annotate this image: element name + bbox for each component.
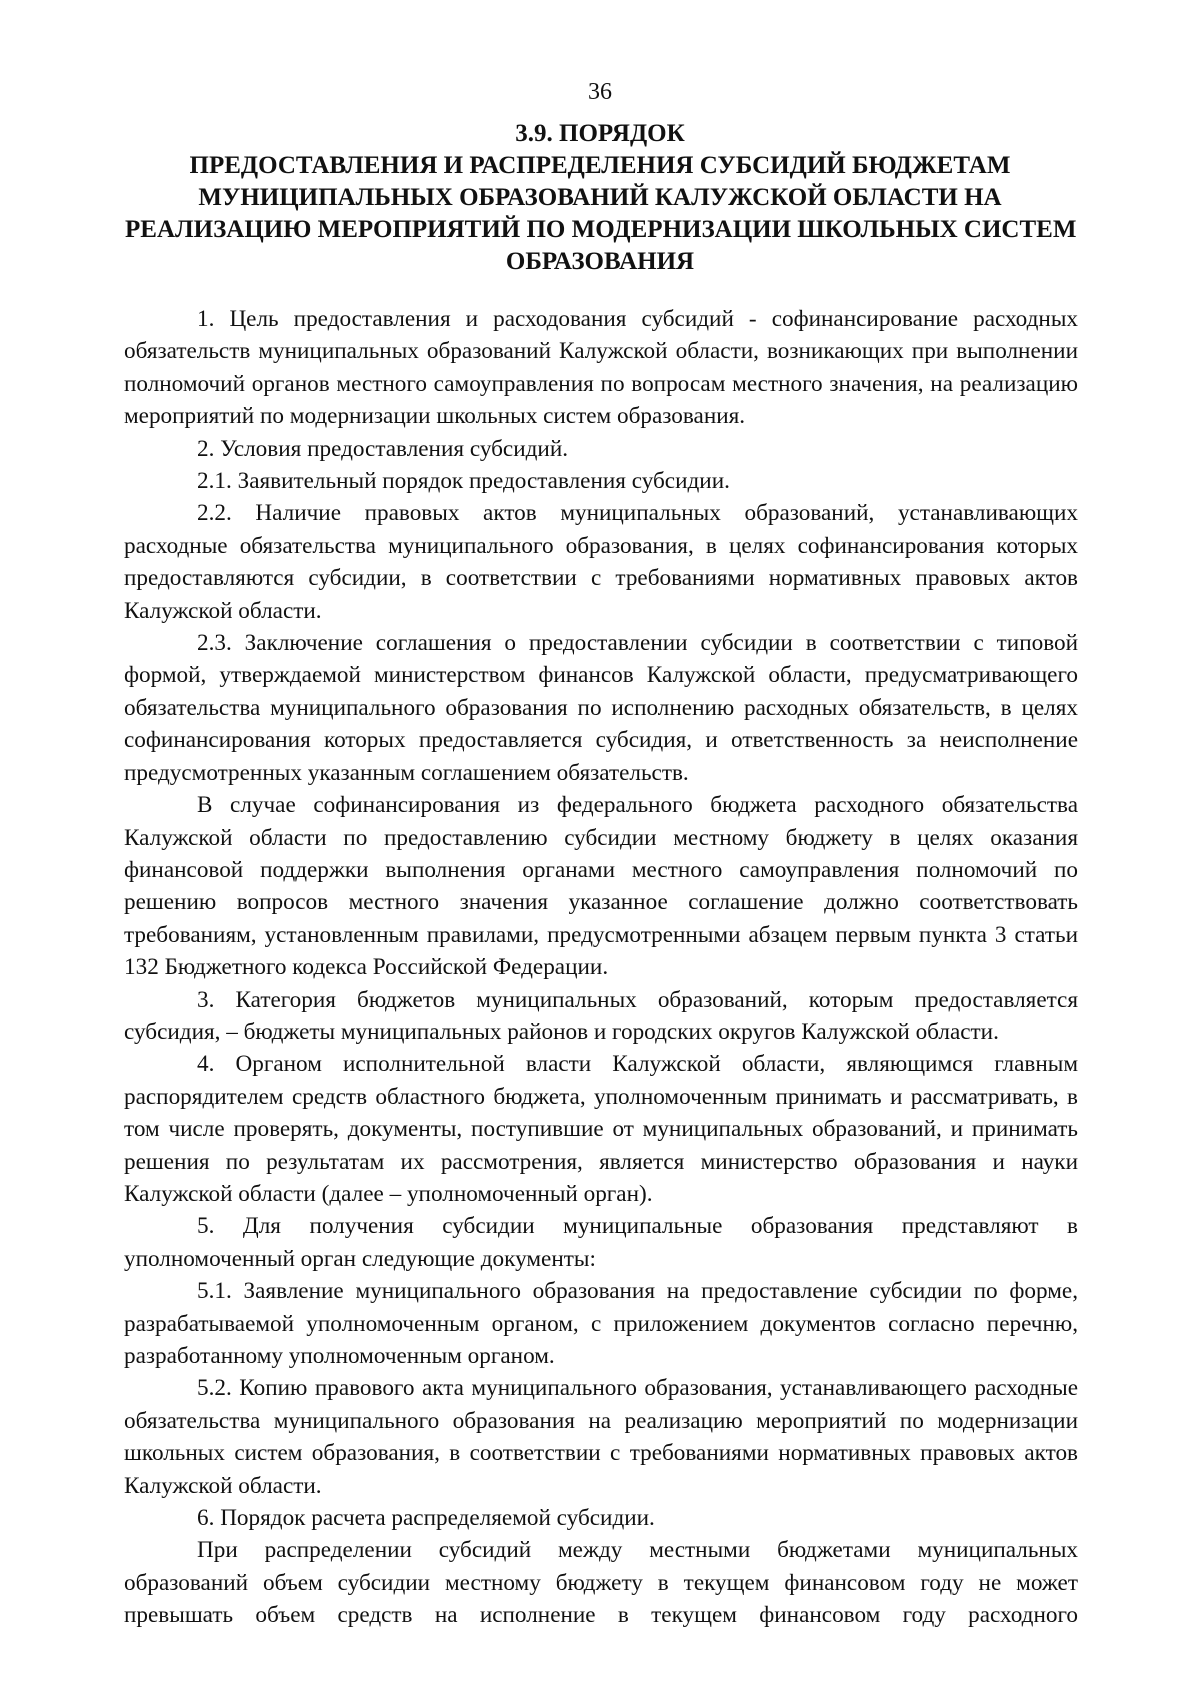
section-heading <box>125 118 1075 278</box>
paragraph-3-category: 3. Категория бюджетов муниципальных образований, которым предоставляется субсидия, – бюджеты муниципальных районов и городских округов Калужской области. <box>124 986 1078 1045</box>
paragraph-distribution: При распределении субсидий между местными бюджетами муниципальных образований объем субсидии местному бюджету в текущем финансовом году не может превышать объем средств на исполнение в текущем финансовом году расходного <box>124 1537 1078 1629</box>
paragraph-2-2: 2.2. Наличие правовых актов муниципальных образований, устанавливающих расходные обязательства муниципального образования, в целях софинансирования которых предоставляются субсидии, в соответствии с требованиями нормативных правовых актов Калужской области. <box>124 500 1078 624</box>
document-body <box>124 303 1078 1632</box>
heading-line: ОБРАЗОВАНИЯ <box>505 248 695 275</box>
paragraph-4-authority: 4. Органом исполнительной власти Калужской области, являющимся главным распорядителем средств областного бюджета, уполномоченным принимать и рассматривать, в том числе проверять, документы, поступившие от муниципальных образований, и принимать решения по результатам их рассмотрения, является министерство образования и науки Калужской области (далее – уполномоченный орган). <box>124 1051 1078 1207</box>
page-number: 36 <box>588 79 612 105</box>
heading-line: 3.9. ПОРЯДОК <box>515 120 685 147</box>
paragraph-5-1: 5.1. Заявление муниципального образования на предоставление субсидии по форме, разрабатываемой уполномоченным органом, с приложением документов согласно перечню, разработанному уполномоченным органом. <box>124 1278 1078 1369</box>
paragraph-5-2: 5.2. Копию правового акта муниципального образования, устанавливающего расходные обязательства муниципального образования на реализацию мероприятий по модернизации школьных систем образования, в соответствии с требованиями нормативных правовых актов Калужской области. <box>124 1375 1078 1499</box>
paragraph-2-1: 2.1. Заявительный порядок предоставления субсидии. <box>197 468 730 495</box>
paragraph-1-purpose: 1. Цель предоставления и расходования субсидий - софинансирование расходных обязательств муниципальных образований Калужской области, возникающих при выполнении полномочий органов местного самоуправления по вопросам местного значения, на реализацию мероприятий по модернизации школьных систем образования. <box>124 306 1078 430</box>
paragraph-5-documents: 5. Для получения субсидии муниципальные образования представляют в уполномоченный орган следующие документы: <box>124 1213 1078 1272</box>
paragraph-federal-cofinancing: В случае софинансирования из федерального бюджета расходного обязательства Калужской области по предоставлению субсидии местному бюджету в целях оказания финансовой поддержки выполнения органами местного самоуправления полномочий по решению вопросов местного значения указанное соглашение должно соответствовать требованиям, установленным правилами, предусмотренными абзацем первым пункта 3 статьи 132 Бюджетного кодекса Российской Федерации. <box>124 792 1078 981</box>
heading-line: РЕАЛИЗАЦИЮ МЕРОПРИЯТИЙ ПО МОДЕРНИЗАЦИИ ШКОЛЬНЫХ СИСТЕМ <box>125 216 1077 243</box>
heading-line: ПРЕДОСТАВЛЕНИЯ И РАСПРЕДЕЛЕНИЯ СУБСИДИЙ БЮДЖЕТАМ <box>189 152 1011 179</box>
paragraph-6-calculation: 6. Порядок расчета распределяемой субсидии. <box>197 1505 655 1532</box>
paragraph-2-conditions: 2. Условия предоставления субсидий. <box>197 435 569 462</box>
paragraph-2-3: 2.3. Заключение соглашения о предоставлении субсидии в соответствии с типовой формой, утверждаемой министерством финансов Калужской области, предусматривающего обязательства муниципального образования по исполнению расходных обязательств, в целях софинансирования которых предоставляется субсидия, и ответственность за неисполнение предусмотренных указанным соглашением обязательств. <box>124 630 1078 786</box>
heading-line: МУНИЦИПАЛЬНЫХ ОБРАЗОВАНИЙ КАЛУЖСКОЙ ОБЛАСТИ НА <box>198 184 1002 211</box>
